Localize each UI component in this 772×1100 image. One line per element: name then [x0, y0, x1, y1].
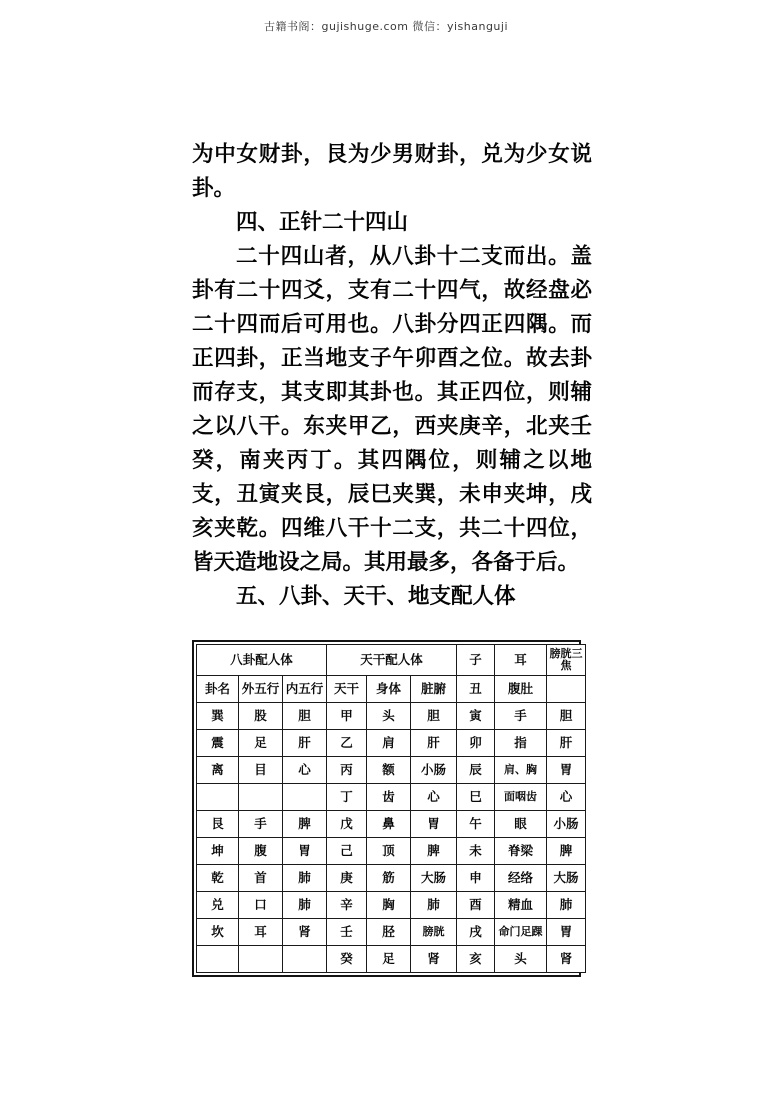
cell: 脊梁 [495, 838, 547, 865]
col-header-waiwuxing: 外五行 [239, 676, 283, 703]
cell: 癸 [327, 946, 367, 973]
cell: 肺 [547, 892, 586, 919]
cell: 肩 [367, 730, 411, 757]
cell: 心 [283, 757, 327, 784]
table-row [197, 892, 586, 919]
table-column-header-row [197, 676, 586, 703]
section-heading-4: 四、正针二十四山 [236, 210, 409, 235]
cell: 脾 [283, 811, 327, 838]
cell: 手 [239, 811, 283, 838]
cell: 口 [239, 892, 283, 919]
cell: 经络 [495, 865, 547, 892]
cell: 眼 [495, 811, 547, 838]
group-header-pangguang: 膀胱三焦 [547, 645, 586, 676]
cell: 心 [547, 784, 586, 811]
cell: 巳 [457, 784, 495, 811]
cell: 大肠 [547, 865, 586, 892]
cell: 未 [457, 838, 495, 865]
cell: 亥 [457, 946, 495, 973]
cell: 胆 [411, 703, 457, 730]
table-row [197, 757, 586, 784]
cell: 面咽齿 [495, 784, 547, 811]
table-outer-border [192, 640, 581, 977]
cell: 额 [367, 757, 411, 784]
cell: 精血 [495, 892, 547, 919]
cell: 己 [327, 838, 367, 865]
cell [283, 946, 327, 973]
cell: 酉 [457, 892, 495, 919]
cell: 首 [239, 865, 283, 892]
group-header-tiangan: 天干配人体 [327, 645, 457, 676]
cell: 壬 [327, 919, 367, 946]
cell: 胸 [367, 892, 411, 919]
col-header-tiangan: 天干 [327, 676, 367, 703]
table-row [197, 946, 586, 973]
cell: 足 [367, 946, 411, 973]
cell: 肺 [411, 892, 457, 919]
cell: 艮 [197, 811, 239, 838]
cell: 肾 [547, 946, 586, 973]
cell: 脾 [547, 838, 586, 865]
col-header-neiwuxing: 内五行 [283, 676, 327, 703]
cell: 庚 [327, 865, 367, 892]
table-row [197, 703, 586, 730]
cell: 丙 [327, 757, 367, 784]
cell [197, 784, 239, 811]
cell: 心 [411, 784, 457, 811]
body-text-block [192, 138, 592, 614]
table-row [197, 730, 586, 757]
col-header-zangfu: 脏腑 [411, 676, 457, 703]
cell: 乙 [327, 730, 367, 757]
col-header-guaming: 卦名 [197, 676, 239, 703]
cell: 肝 [283, 730, 327, 757]
paragraph-1: 为中女财卦，艮为少男财卦，兑为少女说卦。 [192, 142, 592, 201]
cell: 巽 [197, 703, 239, 730]
col-header-fudu: 腹肚 [495, 676, 547, 703]
table-row [197, 784, 586, 811]
cell: 大肠 [411, 865, 457, 892]
cell: 卯 [457, 730, 495, 757]
paragraph-2: 二十四山者，从八卦十二支而出。盖卦有二十四爻，支有二十四气，故经盘必二十四而后可用也。八卦分四正四隅。而正四卦，正当地支子午卯酉之位。故去卦而存支，其支即其卦也。其正四位，则辅之以八干。东夹甲乙，西夹庚辛，北夹壬癸，南夹丙丁。其四隅位，则辅之以地支，丑寅夹艮，辰巳夹巽，未申夹坤，戌亥夹乾。四维八干十二支，共二十四位，皆天造地设之局。其用最多，各备于后。 [192, 244, 592, 575]
cell: 股 [239, 703, 283, 730]
cell: 筋 [367, 865, 411, 892]
col-header-blank [547, 676, 586, 703]
table-row [197, 919, 586, 946]
cell: 丁 [327, 784, 367, 811]
body-parts-table-wrap [192, 640, 581, 977]
table-group-header-row [197, 645, 586, 676]
cell: 肾 [411, 946, 457, 973]
cell [239, 946, 283, 973]
cell: 辛 [327, 892, 367, 919]
cell: 胆 [283, 703, 327, 730]
cell: 乾 [197, 865, 239, 892]
cell: 坤 [197, 838, 239, 865]
cell: 目 [239, 757, 283, 784]
cell: 戌 [457, 919, 495, 946]
section-heading-5: 五、八卦、天干、地支配人体 [236, 584, 516, 609]
col-header-shenti: 身体 [367, 676, 411, 703]
cell: 午 [457, 811, 495, 838]
cell: 手 [495, 703, 547, 730]
cell: 头 [367, 703, 411, 730]
cell: 兑 [197, 892, 239, 919]
cell: 胆 [547, 703, 586, 730]
cell: 寅 [457, 703, 495, 730]
cell [283, 784, 327, 811]
cell: 胃 [547, 757, 586, 784]
cell: 小肠 [547, 811, 586, 838]
cell: 头 [495, 946, 547, 973]
cell: 脾 [411, 838, 457, 865]
cell: 胃 [283, 838, 327, 865]
cell: 戊 [327, 811, 367, 838]
cell: 指 [495, 730, 547, 757]
group-header-er: 耳 [495, 645, 547, 676]
cell: 胫 [367, 919, 411, 946]
table-row [197, 811, 586, 838]
cell: 齿 [367, 784, 411, 811]
cell: 胃 [547, 919, 586, 946]
cell: 离 [197, 757, 239, 784]
cell: 肺 [283, 892, 327, 919]
cell: 震 [197, 730, 239, 757]
cell: 命门足踝 [495, 919, 547, 946]
cell: 肩、胸 [495, 757, 547, 784]
col-header-chou: 丑 [457, 676, 495, 703]
cell: 足 [239, 730, 283, 757]
cell: 肾 [283, 919, 327, 946]
cell: 耳 [239, 919, 283, 946]
cell: 申 [457, 865, 495, 892]
table-row [197, 838, 586, 865]
cell: 甲 [327, 703, 367, 730]
cell: 肺 [283, 865, 327, 892]
cell: 胃 [411, 811, 457, 838]
bagua-body-table [196, 644, 586, 973]
cell: 肝 [547, 730, 586, 757]
cell: 鼻 [367, 811, 411, 838]
cell: 膀胱 [411, 919, 457, 946]
cell: 坎 [197, 919, 239, 946]
cell [239, 784, 283, 811]
cell: 辰 [457, 757, 495, 784]
cell [197, 946, 239, 973]
group-header-bagua: 八卦配人体 [197, 645, 327, 676]
cell: 顶 [367, 838, 411, 865]
watermark-text: 古籍书阁：gujishuge.com 微信：yishanguji [263, 20, 509, 33]
cell: 腹 [239, 838, 283, 865]
group-header-zi: 子 [457, 645, 495, 676]
cell: 肝 [411, 730, 457, 757]
cell: 小肠 [411, 757, 457, 784]
table-row [197, 865, 586, 892]
